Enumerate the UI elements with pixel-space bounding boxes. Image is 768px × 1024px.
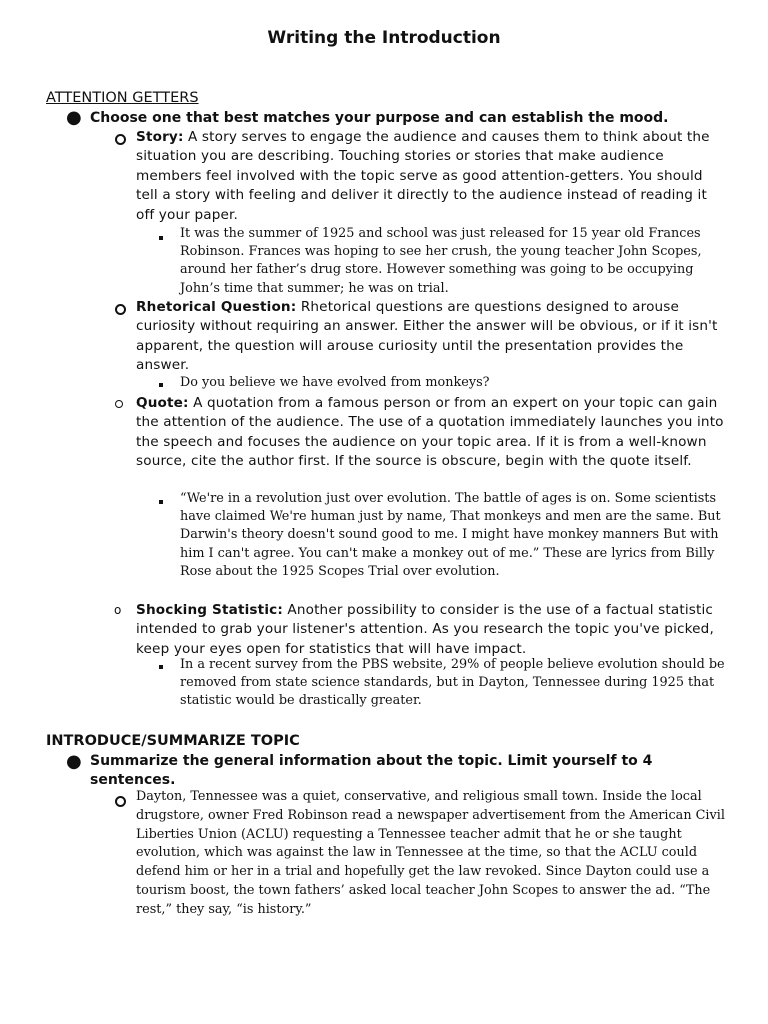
square-bullet-icon bbox=[159, 236, 163, 240]
rhetorical-label: Rhetorical Question: bbox=[136, 299, 297, 315]
attention-bullet-text: Choose one that best matches your purpose and can establish the mood. bbox=[90, 110, 669, 126]
story-example: It was the summer of 1925 and school was just released for 15 year old Frances Robinson. Frances was hoping to see her crush, the young teacher John Scopes, around her father’s drug store. However something was going to be occupying John’s time that summer; he was on trial. bbox=[180, 226, 702, 296]
story-label: Story: bbox=[136, 129, 184, 145]
open-circle-bullet-icon bbox=[115, 134, 126, 145]
quote-label: Quote: bbox=[136, 395, 189, 411]
square-bullet-icon bbox=[159, 500, 163, 504]
story-text: A story serves to engage the audience and causes them to think about the situation you are describing. Touching stories or stories that make audience members feel involved with the topic serve as good attention-getters. You should tell a story with feeling and deliver it directly to the audience instead of reading it off your paper. bbox=[136, 129, 710, 223]
open-circle-bullet-icon bbox=[115, 796, 126, 807]
rhetorical-item bbox=[136, 298, 726, 376]
statistic-example: In a recent survey from the PBS website, 29% of people believe evolution should be removed from state science standards, but in Dayton, Tennessee during 1925 that statistic would be drastically greater. bbox=[180, 657, 725, 709]
square-bullet-icon bbox=[159, 383, 163, 387]
story-item bbox=[136, 128, 726, 225]
letter-o-bullet-icon: o bbox=[114, 603, 122, 617]
rhetorical-example: Do you believe we have evolved from monkeys? bbox=[180, 375, 490, 390]
rhetorical-text: Rhetorical questions are questions designed to arouse curiosity without requiring an answer. Either the answer will be obvious, or if it isn't apparent, the question will arouse curiosity until the presentation provides the answer. bbox=[136, 299, 718, 374]
square-bullet-icon bbox=[159, 665, 163, 669]
open-circle-bullet-icon bbox=[115, 400, 123, 408]
bullet-dot-icon: ● bbox=[66, 751, 82, 772]
open-circle-bullet-icon bbox=[115, 304, 126, 315]
section-heading-introduce-topic: INTRODUCE/SUMMARIZE TOPIC bbox=[46, 733, 300, 749]
page-title: Writing the Introduction bbox=[267, 28, 501, 48]
statistic-text: Another possibility to consider is the use of a factual statistic intended to grab your listener's attention. As you research the topic you've picked, keep your eyes open for statistics that will have impact. bbox=[136, 602, 714, 657]
quote-text: A quotation from a famous person or from an expert on your topic can gain the attention of the audience. The use of a quotation immediately launches you into the speech and focuses the audience on your topic area. If it is from a well-known source, cite the author first. If the source is obscure, begin with the quote itself. bbox=[136, 395, 724, 470]
introduce-bullet-text: Summarize the general information about the topic. Limit yourself to 4 sentences. bbox=[90, 753, 653, 788]
section-heading-attention-getters: ATTENTION GETTERS bbox=[46, 90, 199, 106]
introduce-paragraph: Dayton, Tennessee was a quiet, conservative, and religious small town. Inside the local drugstore, owner Fred Robinson read a newspaper advertisement from the American Civil Liberties Union (ACLU) requesting a Tennessee teacher admit that he or she taught evolution, which was against the law in Tennessee at the time, so that the ACLU could defend him or her in a trial and hopefully get the law revoked. Since Dayton could use a tourism boost, the town fathers’ asked local teacher John Scopes to answer the ad. “The rest,” they say, “is history.” bbox=[136, 789, 725, 917]
bullet-dot-icon: ● bbox=[66, 107, 82, 128]
quote-item bbox=[136, 394, 726, 472]
quote-example: “We're in a revolution just over evolution. The battle of ages is on. Some scientists have claimed We're human just by name, That monkeys and men are the same. But Darwin's theory doesn't sound good to me. I might have monkey manners But with him I can't agree. You can't make a monkey out of me.” These are lyrics from Billy Rose about the 1925 Scopes Trial over evolution. bbox=[180, 491, 721, 579]
statistic-label: Shocking Statistic: bbox=[136, 602, 283, 618]
statistic-item bbox=[136, 601, 726, 659]
